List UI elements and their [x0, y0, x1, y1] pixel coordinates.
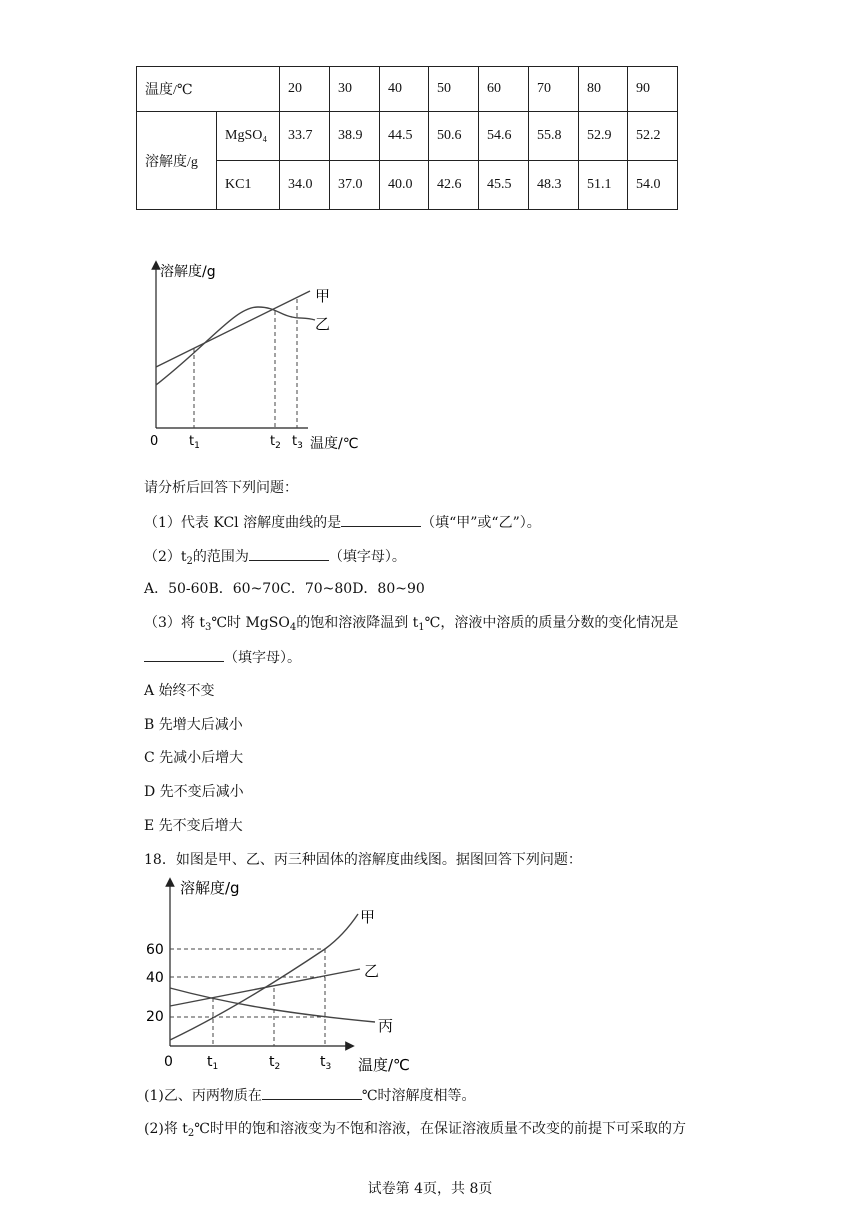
temp-header-cell: 温度/℃	[137, 67, 280, 112]
answer-blank[interactable]	[262, 1085, 362, 1100]
solubility-label-cell: 溶解度/g	[137, 112, 217, 210]
solubility-table	[136, 66, 678, 210]
curve-yi	[170, 969, 360, 1006]
curve-yi-label: 乙	[364, 962, 380, 980]
y-tick-60: 60	[146, 942, 164, 958]
y-tick-20: 20	[146, 1009, 164, 1025]
option-b: B 先增大后减小	[144, 717, 243, 733]
substance-cell: KC1	[217, 161, 280, 210]
q17-part2: $(2)t_2$的范围为 （填字母）。	[144, 546, 406, 572]
answer-blank[interactable]	[249, 546, 329, 561]
value-cell: 40.0	[380, 161, 429, 210]
x-axis-label: 温度/℃	[310, 436, 359, 452]
option-c: C 先减小后增大	[144, 750, 244, 766]
t2-label: $t_2$	[269, 1054, 281, 1072]
value-cell: 38.9	[330, 112, 380, 161]
table-row	[137, 161, 678, 210]
value-cell: 52.9	[579, 112, 628, 161]
value-cell: 33.7	[280, 112, 330, 161]
curve-yi-label: 乙	[315, 315, 331, 333]
value-cell: 34.0	[280, 161, 330, 210]
option-a: A 始终不变	[144, 683, 215, 699]
t1-label: $t_1$	[189, 434, 200, 451]
value-cell: 51.1	[579, 161, 628, 210]
table-row	[137, 112, 678, 161]
option-e: E 先不变后增大	[144, 818, 243, 834]
q17-part3: （3）将 $t_3℃$时 MgSO$_4$的饱和溶液降温到 $t_1℃$，溶液中溶质的质量分数的变化情况是	[144, 615, 679, 633]
t3-label: $t_3$	[320, 1054, 332, 1072]
t2-label: $t_2$	[270, 434, 281, 451]
t1-label: $t_1$	[207, 1054, 219, 1072]
value-cell: 54.0	[628, 161, 678, 210]
value-cell: 50.6	[429, 112, 479, 161]
value-cell: 48.3	[529, 161, 579, 210]
q18-part1: (1)乙、丙两物质在 ℃时溶解度相等。	[144, 1085, 476, 1106]
q17-intro: 请分析后回答下列问题：	[144, 480, 298, 496]
y-tick-40: 40	[146, 970, 164, 986]
temp-cell: 50	[429, 67, 479, 112]
origin-label: 0	[164, 1054, 173, 1070]
option-d: D 先不变后减小	[144, 784, 244, 800]
origin-label: 0	[150, 434, 159, 449]
page-footer: 试卷第 4页，共 8页	[367, 1181, 493, 1197]
t3-label: $t_3$	[292, 434, 303, 451]
temp-cell: 30	[330, 67, 380, 112]
value-cell: 52.2	[628, 112, 678, 161]
y-axis-label: 溶解度/g	[160, 264, 216, 280]
value-cell: 42.6	[429, 161, 479, 210]
curve-yi	[156, 307, 315, 385]
temp-cell: 80	[579, 67, 628, 112]
y-axis-label: 溶解度/g	[180, 879, 240, 897]
curve-bing-label: 丙	[378, 1017, 394, 1035]
temp-cell: 70	[529, 67, 579, 112]
answer-blank[interactable]	[341, 512, 421, 527]
answer-blank[interactable]	[144, 647, 224, 662]
value-cell: 54.6	[479, 112, 529, 161]
q17-part1: （1）代表 KCl 溶解度曲线的是 （填“甲”或“乙”）。	[144, 512, 541, 533]
q18-stem: 18．如图是甲、乙、丙三种固体的溶解度曲线图。据图回答下列问题：	[144, 852, 582, 868]
curve-jia-label: 甲	[360, 908, 376, 926]
substance-cell: MgSO₄	[217, 112, 280, 161]
q17-part3-tail: （填字母）。	[144, 647, 301, 668]
temp-cell: 90	[628, 67, 678, 112]
curve-jia-label: 甲	[315, 287, 331, 305]
solubility-graph-1	[140, 255, 380, 460]
q18-part2: (2)将 $t_2℃$时甲的饱和溶液变为不饱和溶液，在保证溶液质量不改变的前提下可采取的方	[144, 1121, 686, 1139]
temp-cell: 20	[280, 67, 330, 112]
value-cell: 37.0	[330, 161, 380, 210]
value-cell: 55.8	[529, 112, 579, 161]
q17-part2-options: A．50-60B．60~70C．70~80D．80~90	[144, 581, 425, 597]
value-cell: 45.5	[479, 161, 529, 210]
temp-cell: 60	[479, 67, 529, 112]
solubility-graph-2	[140, 876, 415, 1078]
value-cell: 44.5	[380, 112, 429, 161]
table-header-row	[137, 67, 678, 112]
curve-jia	[156, 291, 310, 367]
x-axis-label: 温度/℃	[358, 1056, 410, 1074]
temp-cell: 40	[380, 67, 429, 112]
